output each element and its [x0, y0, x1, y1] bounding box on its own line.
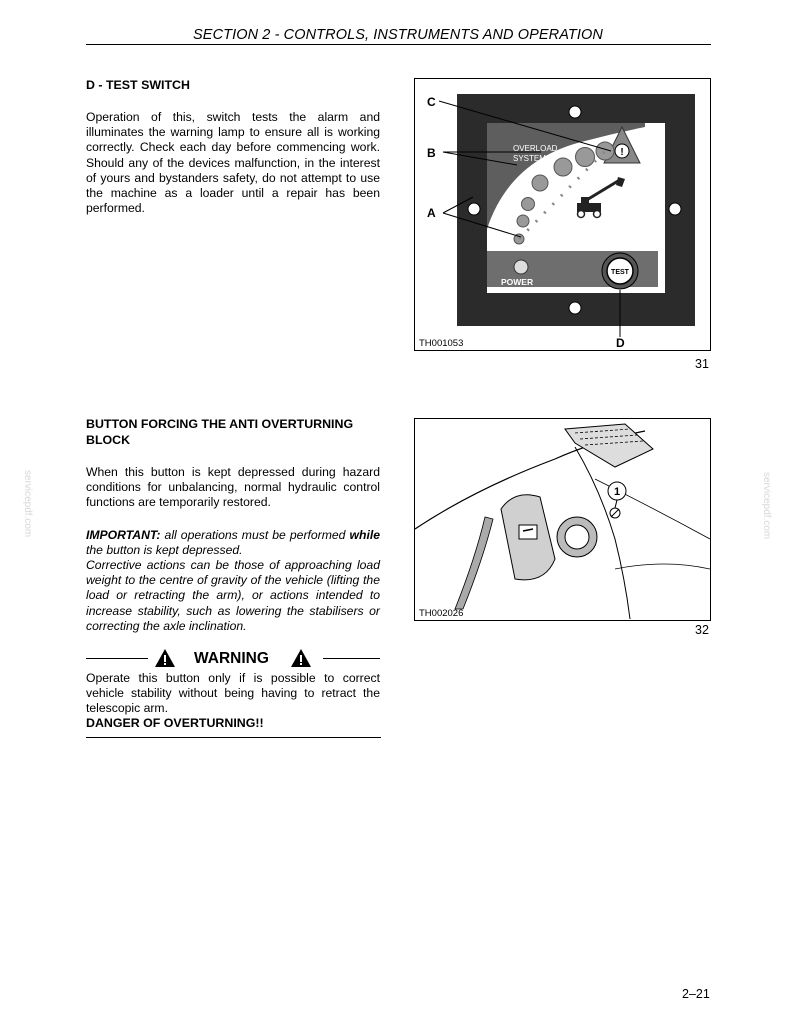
- anti-overturning-heading: BUTTON FORCING THE ANTI OVERTURNING BLOCK: [86, 417, 354, 447]
- overload-label: OVERLOAD: [513, 144, 558, 153]
- cab-button-diagram: [415, 419, 710, 620]
- callout-b: B: [427, 146, 436, 160]
- test-switch-heading: D - TEST SWITCH: [86, 78, 190, 92]
- page-number: 2–21: [682, 987, 710, 1001]
- warning-rule-right: [323, 658, 380, 659]
- callout-a: A: [427, 206, 436, 220]
- important-text-2: the button is kept depressed.: [86, 543, 243, 558]
- overload-panel-diagram: [415, 79, 710, 350]
- callout-d: D: [616, 336, 625, 350]
- figure-31-number: 31: [695, 357, 709, 371]
- figure-31: [414, 78, 711, 351]
- section-header: SECTION 2 - CONTROLS, INSTRUMENTS AND OPERATION: [193, 27, 603, 43]
- important-while: while: [349, 528, 380, 542]
- figure-32-number: 32: [695, 623, 709, 637]
- important-label: IMPORTANT:: [86, 528, 161, 542]
- svg-text:!: !: [620, 147, 624, 158]
- warning-body: Operate this button only if is possible to correct vehicle stability without being having to retract the telescopic arm.: [86, 671, 380, 716]
- watermark-left: servicepdf.com: [22, 470, 33, 538]
- test-label: TEST: [611, 269, 629, 276]
- corrective-actions: Corrective actions can be those of approaching load weight to the centre of gravity of the vehicle (lifting the load or retracting the arm), or actions intended to increase stability, such as lowering the stabilisers or correcting the axle inclination.: [86, 558, 380, 633]
- important-note: [86, 528, 380, 558]
- warning-triangle-icon: [154, 648, 176, 668]
- warning-bottom-rule: [86, 737, 381, 738]
- anti-overturning-body: When this button is kept depressed during hazard conditions for unbalancing, normal hydraulic control functions are temporarily restored.: [86, 465, 380, 510]
- callout-1: 1: [613, 486, 621, 498]
- callout-c: C: [427, 95, 436, 109]
- danger-text: DANGER OF OVERTURNING!!: [86, 716, 264, 730]
- power-label: POWER: [501, 277, 534, 287]
- important-text-1: all operations must be performed: [160, 528, 350, 542]
- warning-title: WARNING: [194, 650, 269, 667]
- watermark-right: servicepdf.com: [761, 472, 772, 540]
- figure-32: [414, 418, 711, 621]
- header-rule: [86, 44, 711, 45]
- test-button: [602, 253, 638, 289]
- warning-banner: [86, 647, 380, 669]
- figure-32-code: TH002026: [419, 608, 464, 619]
- system-label: SYSTEM: [513, 154, 546, 163]
- warning-triangle-icon-right: [290, 648, 312, 668]
- test-switch-body: Operation of this, switch tests the alarm and illuminates the warning lamp to ensure all is working correctly. Check each day before commencing work. Should any of the devices malfunction, in the interest of yours and bystanders safety, do not attempt to use the machine as a loader until a repair has been performed.: [86, 110, 380, 216]
- figure-31-code: TH001053: [419, 338, 464, 349]
- warning-rule-left: [86, 658, 148, 659]
